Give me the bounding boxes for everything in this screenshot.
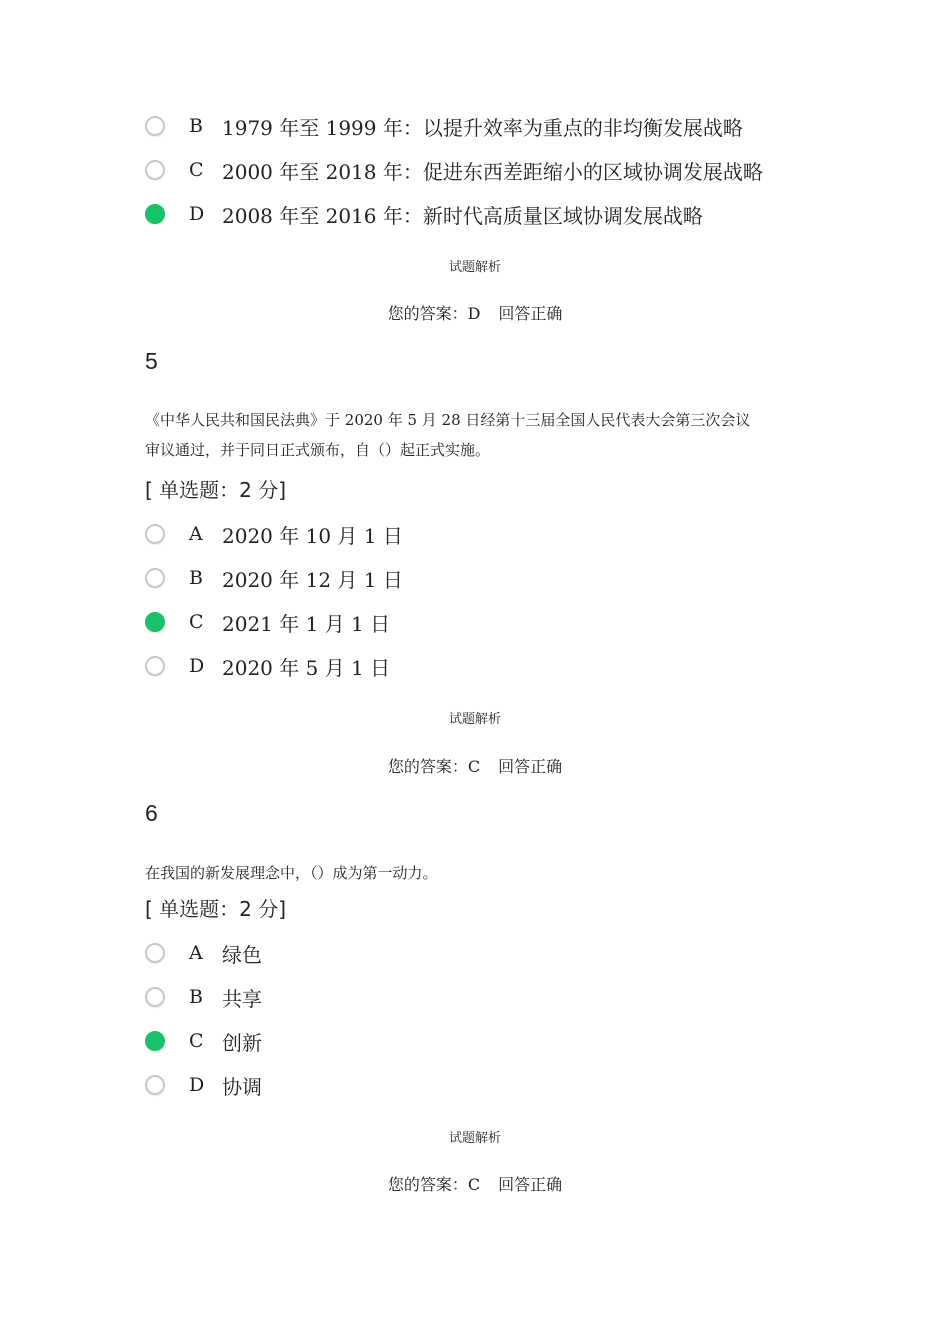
q5-option-a[interactable] xyxy=(145,519,403,549)
q6-question-type: [ 单选题：2 分] xyxy=(145,897,287,921)
q5-option-d[interactable] xyxy=(145,651,390,681)
q6-option-d[interactable] xyxy=(145,1070,262,1100)
your-answer: 您的答案：C xyxy=(387,1175,481,1194)
option-text: 2008 年至 2016 年：新时代高质量区域协调发展战略 xyxy=(222,203,703,228)
option-letter: B xyxy=(189,986,203,1008)
option-letter: A xyxy=(189,942,203,964)
q4-answer-line xyxy=(0,301,950,324)
radio-unselected-icon[interactable] xyxy=(145,943,165,963)
answer-result: 回答正确 xyxy=(498,757,563,776)
radio-unselected-icon[interactable] xyxy=(145,160,165,180)
option-text: 协调 xyxy=(222,1074,262,1099)
radio-unselected-icon[interactable] xyxy=(145,987,165,1007)
stem-line: 审议通过，并于同日正式颁布，自（）起正式实施。 xyxy=(145,441,491,459)
q6-option-a[interactable] xyxy=(145,938,262,968)
your-answer: 您的答案：C xyxy=(387,757,481,776)
option-text: 2020 年 10 月 1 日 xyxy=(222,523,403,548)
option-text: 2020 年 5 月 1 日 xyxy=(222,655,391,680)
radio-unselected-icon[interactable] xyxy=(145,656,165,676)
option-text: 2020 年 12 月 1 日 xyxy=(222,567,403,592)
your-answer: 您的答案：D xyxy=(387,304,481,323)
radio-unselected-icon[interactable] xyxy=(145,1075,165,1095)
q5-answer-line xyxy=(0,754,950,777)
q6-option-c[interactable] xyxy=(145,1026,262,1056)
q6-option-b[interactable] xyxy=(145,982,262,1012)
q5-option-c[interactable] xyxy=(145,607,390,637)
option-text: 1979 年至 1999 年：以提升效率为重点的非均衡发展战略 xyxy=(222,115,743,140)
radio-unselected-icon[interactable] xyxy=(145,116,165,136)
answer-result: 回答正确 xyxy=(498,304,563,323)
q5-number: 5 xyxy=(145,348,158,374)
q5-analysis-link[interactable]: 试题解析 xyxy=(448,712,501,727)
option-text: 共享 xyxy=(222,986,262,1011)
option-letter: D xyxy=(189,203,205,225)
option-letter: D xyxy=(189,655,205,677)
radio-selected-icon[interactable] xyxy=(145,612,165,632)
q5-stem xyxy=(145,405,825,465)
option-text: 2000 年至 2018 年：促进东西差距缩小的区域协调发展战略 xyxy=(222,159,763,184)
q6-stem xyxy=(145,858,825,888)
stem-line: 《中华人民共和国民法典》于 2020 年 5 月 28 日经第十三届全国人民代表大会第三次会议 xyxy=(145,411,751,429)
radio-selected-icon[interactable] xyxy=(145,204,165,224)
option-letter: B xyxy=(189,115,203,137)
radio-selected-icon[interactable] xyxy=(145,1031,165,1051)
q6-answer-line xyxy=(0,1172,950,1195)
q4-option-b[interactable] xyxy=(145,111,743,141)
option-letter: B xyxy=(189,567,203,589)
answer-result: 回答正确 xyxy=(498,1175,563,1194)
option-letter: C xyxy=(189,1030,204,1052)
stem-line: 在我国的新发展理念中，（）成为第一动力。 xyxy=(145,864,438,882)
radio-unselected-icon[interactable] xyxy=(145,568,165,588)
q4-option-c[interactable] xyxy=(145,155,763,185)
radio-unselected-icon[interactable] xyxy=(145,524,165,544)
q6-number: 6 xyxy=(145,800,158,826)
option-text: 2021 年 1 月 1 日 xyxy=(222,611,391,636)
option-text: 创新 xyxy=(222,1030,262,1055)
q5-question-type: [ 单选题：2 分] xyxy=(145,478,287,502)
q5-option-b[interactable] xyxy=(145,563,403,593)
option-letter: C xyxy=(189,611,204,633)
q4-option-d[interactable] xyxy=(145,199,703,229)
option-letter: D xyxy=(189,1074,205,1096)
option-letter: C xyxy=(189,159,204,181)
q4-analysis-link[interactable]: 试题解析 xyxy=(448,260,501,275)
option-letter: A xyxy=(189,523,203,545)
option-text: 绿色 xyxy=(222,942,262,967)
q6-analysis-link[interactable]: 试题解析 xyxy=(448,1131,501,1146)
